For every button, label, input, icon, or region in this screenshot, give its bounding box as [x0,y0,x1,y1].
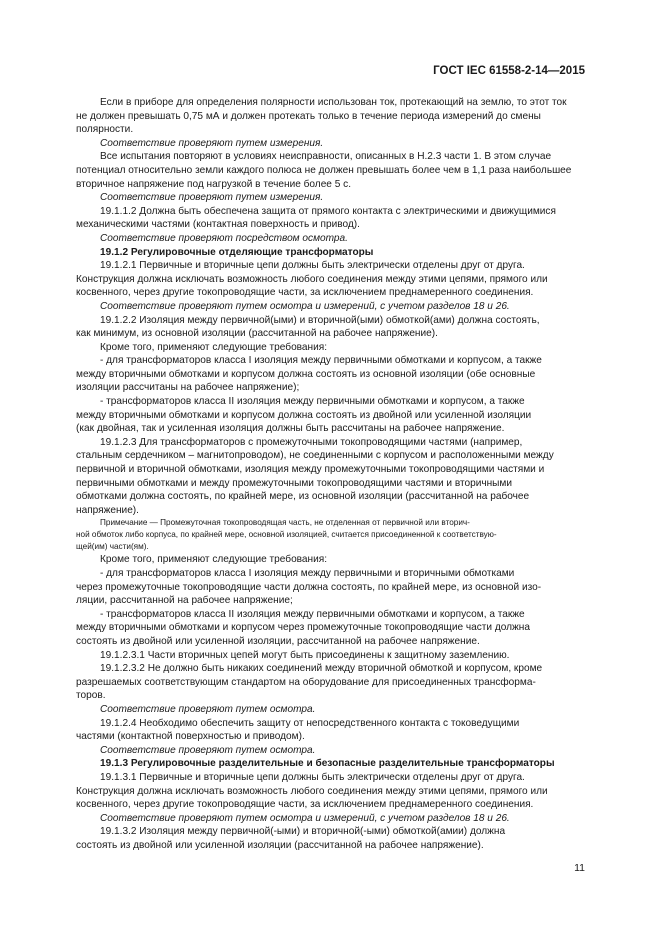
text-line: как минимум, из основной изоляции (рассчитанной на рабочее напряжение). [76,328,438,340]
paragraph [76,314,586,341]
text-line: Соответствие проверяют посредством осмотра. [100,232,348,244]
compliance-note [76,300,586,314]
text-line: Конструкция должна исключать возможность любого соединения между этими цепями, прямого или [76,785,548,797]
paragraph [76,567,586,608]
section-heading [76,757,586,771]
paragraph [76,341,586,355]
paragraph [76,717,586,744]
text-line: 19.1.3.2 Изоляция между первичной(-ыми) и вторичной(-ыми) обмоткой(амии) должна [100,826,506,838]
text-line: изоляции рассчитаны на рабочее напряжение); [76,382,300,394]
section-heading [76,246,586,260]
text-line: между вторичными обмотками и корпусом должна состоять из двойной или усиленной изоляции [76,409,532,421]
text-line: вторичное напряжение под нагрузкой в течение более 5 с. [76,178,351,190]
text-line: ляции, рассчитанной на рабочее напряжение; [76,595,293,607]
text-line: 19.1.2.4 Необходимо обеспечить защиту от непосредственного контакта с токоведущими [100,717,520,729]
text-line: 19.1.2.1 Первичные и вторичные цепи должны быть электрически отделены друг от друга. [100,260,525,272]
text-line: 19.1.3 Регулировочные разделительные и безопасные разделительные трансформаторы [100,758,555,770]
paragraph [76,205,586,232]
compliance-note [76,232,586,246]
text-line: Соответствие проверяют путем осмотра. [100,744,316,756]
paragraph [76,662,586,703]
compliance-note [76,744,586,758]
text-line: Соответствие проверяют путем осмотра и измерений, с учетом разделов 18 и 26. [100,812,510,824]
paragraph [76,150,586,191]
text-line: первичной и вторичной обмотками, изоляция между промежуточными токопроводящими частями и [76,464,545,476]
text-line: - для трансформаторов класса I изоляция между первичными обмотками и корпусом, а также [100,355,542,367]
paragraph [76,96,586,137]
text-line: (как двойная, так и усиленная изоляция должны быть рассчитаны на рабочее напряжение. [76,423,505,435]
text-line: первичными обмотками и между промежуточными токопроводящими частями и вторичными [76,477,513,489]
paragraph [76,259,586,300]
text-line: 19.1.3.1 Первичные и вторичные цепи должны быть электрически отделены друг от друга. [100,771,525,783]
document-header: ГОСТ IEC 61558-2-14—2015 [433,65,585,77]
text-line: щей(им) части(ям). [76,542,149,552]
text-line: 19.1.2.3.1 Части вторичных цепей могут быть присоединены к защитному заземлению. [100,649,510,661]
text-line: состоять из двойной или усиленной изоляции, рассчитанной на рабочее напряжение. [76,635,480,647]
text-line: между вторичными обмотками и корпусом через промежуточные токопроводящие части должна [76,622,530,634]
text-line: не должен превышать 0,75 мА и должен протекать только в течение периода измерений до смены [76,110,541,122]
text-line: разрешаемых соответствующим стандартом на оборудование для присоединенных трансформа- [76,676,536,688]
text-line: Кроме того, применяют следующие требования: [100,554,328,566]
text-line: Соответствие проверяют путем измерения. [100,192,324,204]
text-line: через промежуточные токопроводящие части должна состоять, по крайней мере, из основной изо- [76,581,542,593]
text-line: - трансформаторов класса II изоляция между первичными обмотками и корпусом, а также [100,396,525,408]
text-line: Кроме того, применяют следующие требования: [100,341,328,353]
text-line: Соответствие проверяют путем измерения. [100,137,324,149]
text-line: Соответствие проверяют путем осмотра и измерений, с учетом разделов 18 и 26. [100,300,510,312]
note-paragraph [76,517,586,553]
compliance-note [76,703,586,717]
paragraph [76,436,586,518]
text-line: 19.1.2.2 Изоляция между первичной(ыми) и вторичной(ыми) обмоткой(ами) должна состоять, [100,314,540,326]
paragraph [76,354,586,395]
text-line: - для трансформаторов класса I изоляция между первичными и вторичными обмотками [100,568,515,579]
paragraph [76,771,586,812]
page-number: 11 [574,862,585,874]
text-line: полярности. [76,124,134,136]
paragraph [76,825,586,852]
text-line: Примечание — Промежуточная токопроводящая часть, не отделенная от первичной или вторич- [100,518,470,528]
text-line: 19.1.1.2 Должна быть обеспечена защита от прямого контакта с электрическими и движущимися [100,205,556,217]
compliance-note [76,191,586,205]
text-line: торов. [76,690,106,702]
text-line: 19.1.2 Регулировочные отделяющие трансформаторы [100,246,374,258]
text-line: Соответствие проверяют путем осмотра. [100,703,316,715]
text-line: частями (контактной поверхностью и приводом). [76,731,305,743]
text-line: - трансформаторов класса II изоляция между первичными обмотками и корпусом, а также [100,608,525,620]
paragraph [76,649,586,663]
paragraph [76,395,586,436]
text-line: косвенного, через другие токопроводящие части, за исключением преднамеренного соединения. [76,799,534,811]
text-line: потенциал относительно земли каждого полюса не должен превышать более чем в 1,1 раза наибольшее [76,164,572,176]
text-line: Если в приборе для определения полярности использован ток, протекающий на землю, то этот ток [100,97,567,108]
text-line: Конструкция должна исключать возможность любого соединения между этими цепями, прямого или [76,273,548,285]
text-line: 19.1.2.3 Для трансформаторов с промежуточными токопроводящими частями (например, [100,436,523,448]
paragraph [76,608,586,649]
compliance-note [76,812,586,826]
text-line: косвенного, через другие токопроводящие части, за исключением преднамеренного соединения. [76,287,534,299]
document-body [76,96,586,852]
text-line: 19.1.2.3.2 Не должно быть никаких соединений между вторичной обмоткой и корпусом, кроме [100,663,543,675]
text-line: ной обмоток либо корпуса, по крайней мере, основной изоляцией, считается присоединенной к соответствую- [76,530,497,540]
text-line: стальным сердечником – магнитопроводом), не соединенными с корпусом и расположенными между [76,450,554,462]
text-line: напряжение). [76,504,139,516]
text-line: между вторичными обмотками и корпусом должна состоять из основной изоляции (обе основные [76,368,536,380]
compliance-note [76,137,586,151]
paragraph [76,553,586,567]
text-line: механическими частями (контактная поверхность и привод). [76,219,360,231]
text-line: состоять из двойной или усиленной изоляции (рассчитанной на рабочее напряжение). [76,839,484,851]
text-line: обмотками должна состоять, по крайней мере, из основной изоляции (рассчитанной на рабочее [76,491,530,503]
text-line: Все испытания повторяют в условиях неисправности, описанных в Н.2.3 части 1. В этом случае [100,151,552,163]
